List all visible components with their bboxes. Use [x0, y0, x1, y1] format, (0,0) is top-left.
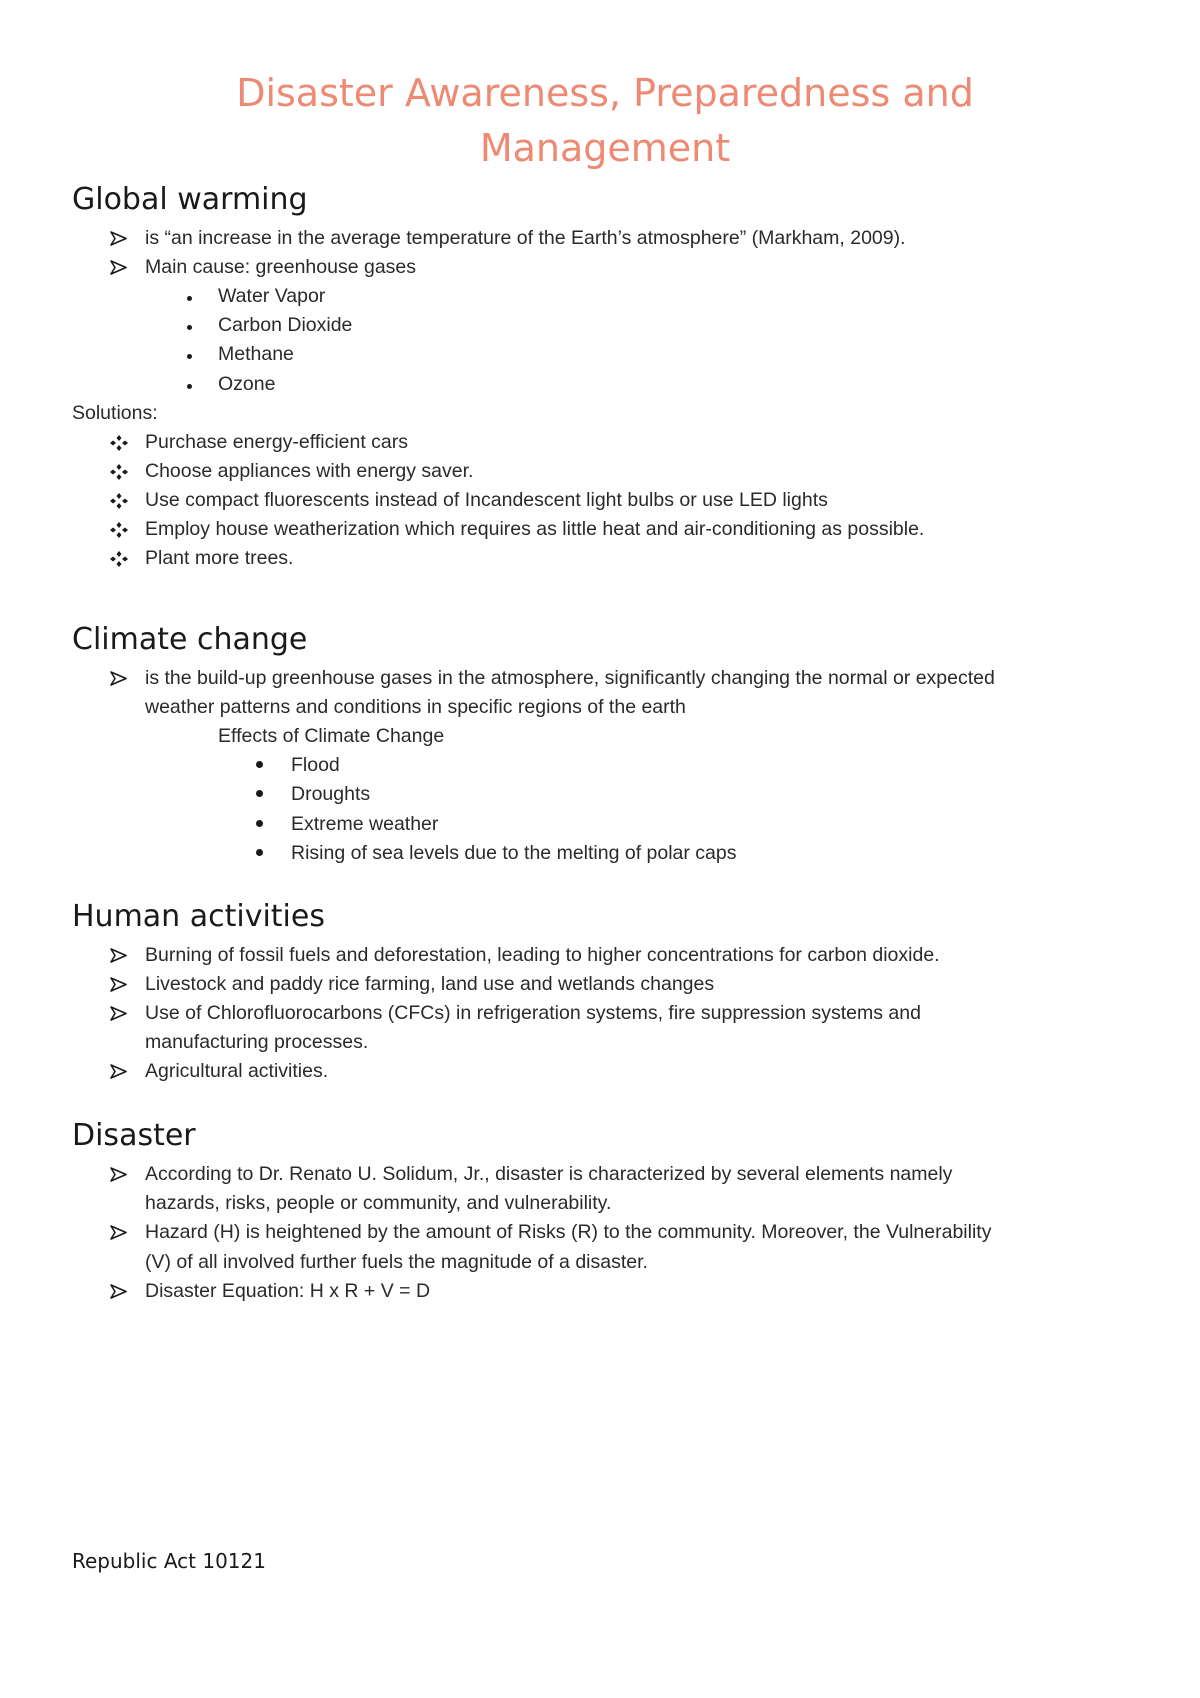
arrow-bullet-icon [108, 970, 130, 992]
effect-item: Extreme weather [291, 813, 439, 835]
cc-definition-line-1: is the build-up greenhouse gases in the atmosphere, significantly changing the normal or expected [145, 667, 995, 689]
activity-item: Agricultural activities. [145, 1060, 329, 1082]
dot-bullet-icon [187, 384, 192, 389]
arrow-bullet-icon [108, 224, 130, 246]
section-heading-human-activities: Human activities [72, 899, 325, 934]
disaster-item: Hazard (H) is heightened by the amount of Risks (R) to the community. Moreover, the Vulnerability [145, 1221, 992, 1243]
effect-item: Flood [291, 754, 340, 776]
effect-item: Droughts [291, 783, 371, 805]
gas-item: Water Vapor [218, 285, 326, 307]
diamond-bullet-icon [108, 486, 130, 509]
arrow-bullet-icon [108, 253, 130, 275]
dot-bullet-icon [256, 761, 263, 768]
solution-item: Employ house weatherization which requires as little heat and air-conditioning as possible. [145, 518, 925, 540]
title-line-2: Management [479, 126, 731, 170]
arrow-bullet-icon [108, 1218, 130, 1240]
diamond-bullet-icon [108, 515, 130, 538]
gas-item: Ozone [218, 373, 276, 395]
solution-item: Choose appliances with energy saver. [145, 460, 474, 482]
solutions-label: Solutions: [72, 402, 158, 424]
cc-definition-line-2: weather patterns and conditions in specific regions of the earth [145, 696, 686, 718]
effect-item: Rising of sea levels due to the melting of polar caps [291, 842, 737, 864]
document-title [0, 66, 1200, 176]
disaster-item-continuation: hazards, risks, people or community, and vulnerability. [145, 1192, 612, 1214]
section-heading-global-warming: Global warming [72, 182, 308, 217]
arrow-bullet-icon [108, 1160, 130, 1182]
activity-item: Use of Chlorofluorocarbons (CFCs) in refrigeration systems, fire suppression systems and [145, 1002, 921, 1024]
disaster-item-continuation: (V) of all involved further fuels the magnitude of a disaster. [145, 1251, 648, 1273]
diamond-bullet-icon [108, 428, 130, 451]
gw-definition: is “an increase in the average temperature of the Earth’s atmosphere” (Markham, 2009). [145, 227, 906, 249]
activity-item: Burning of fossil fuels and deforestation, leading to higher concentrations for carbon dioxide. [145, 944, 940, 966]
dot-bullet-icon [187, 325, 192, 330]
dot-bullet-icon [256, 849, 263, 856]
disaster-item: According to Dr. Renato U. Solidum, Jr., disaster is characterized by several elements namely [145, 1163, 953, 1185]
activity-item-continuation: manufacturing processes. [145, 1031, 369, 1053]
diamond-bullet-icon [108, 544, 130, 567]
arrow-bullet-icon [108, 664, 130, 686]
gw-main-cause: Main cause: greenhouse gases [145, 256, 417, 278]
disaster-equation: Disaster Equation: H x R + V = D [145, 1280, 431, 1302]
arrow-bullet-icon [108, 941, 130, 963]
solution-item: Plant more trees. [145, 547, 294, 569]
solution-item: Purchase energy-efficient cars [145, 431, 409, 453]
diamond-bullet-icon [108, 457, 130, 480]
arrow-bullet-icon [108, 1057, 130, 1079]
section-heading-disaster: Disaster [72, 1118, 196, 1153]
dot-bullet-icon [187, 296, 192, 301]
dot-bullet-icon [256, 820, 263, 827]
dot-bullet-icon [256, 790, 263, 797]
arrow-bullet-icon [108, 999, 130, 1021]
footer-text: Republic Act 10121 [72, 1549, 266, 1573]
activity-item: Livestock and paddy rice farming, land use and wetlands changes [145, 973, 715, 995]
section-heading-climate-change: Climate change [72, 622, 308, 657]
dot-bullet-icon [187, 354, 192, 359]
title-line-1: Disaster Awareness, Preparedness and [236, 71, 974, 115]
arrow-bullet-icon [108, 1277, 130, 1299]
gas-item: Carbon Dioxide [218, 314, 353, 336]
solution-item: Use compact fluorescents instead of Incandescent light bulbs or use LED lights [145, 489, 828, 511]
gas-item: Methane [218, 343, 294, 365]
effects-label: Effects of Climate Change [218, 725, 445, 747]
